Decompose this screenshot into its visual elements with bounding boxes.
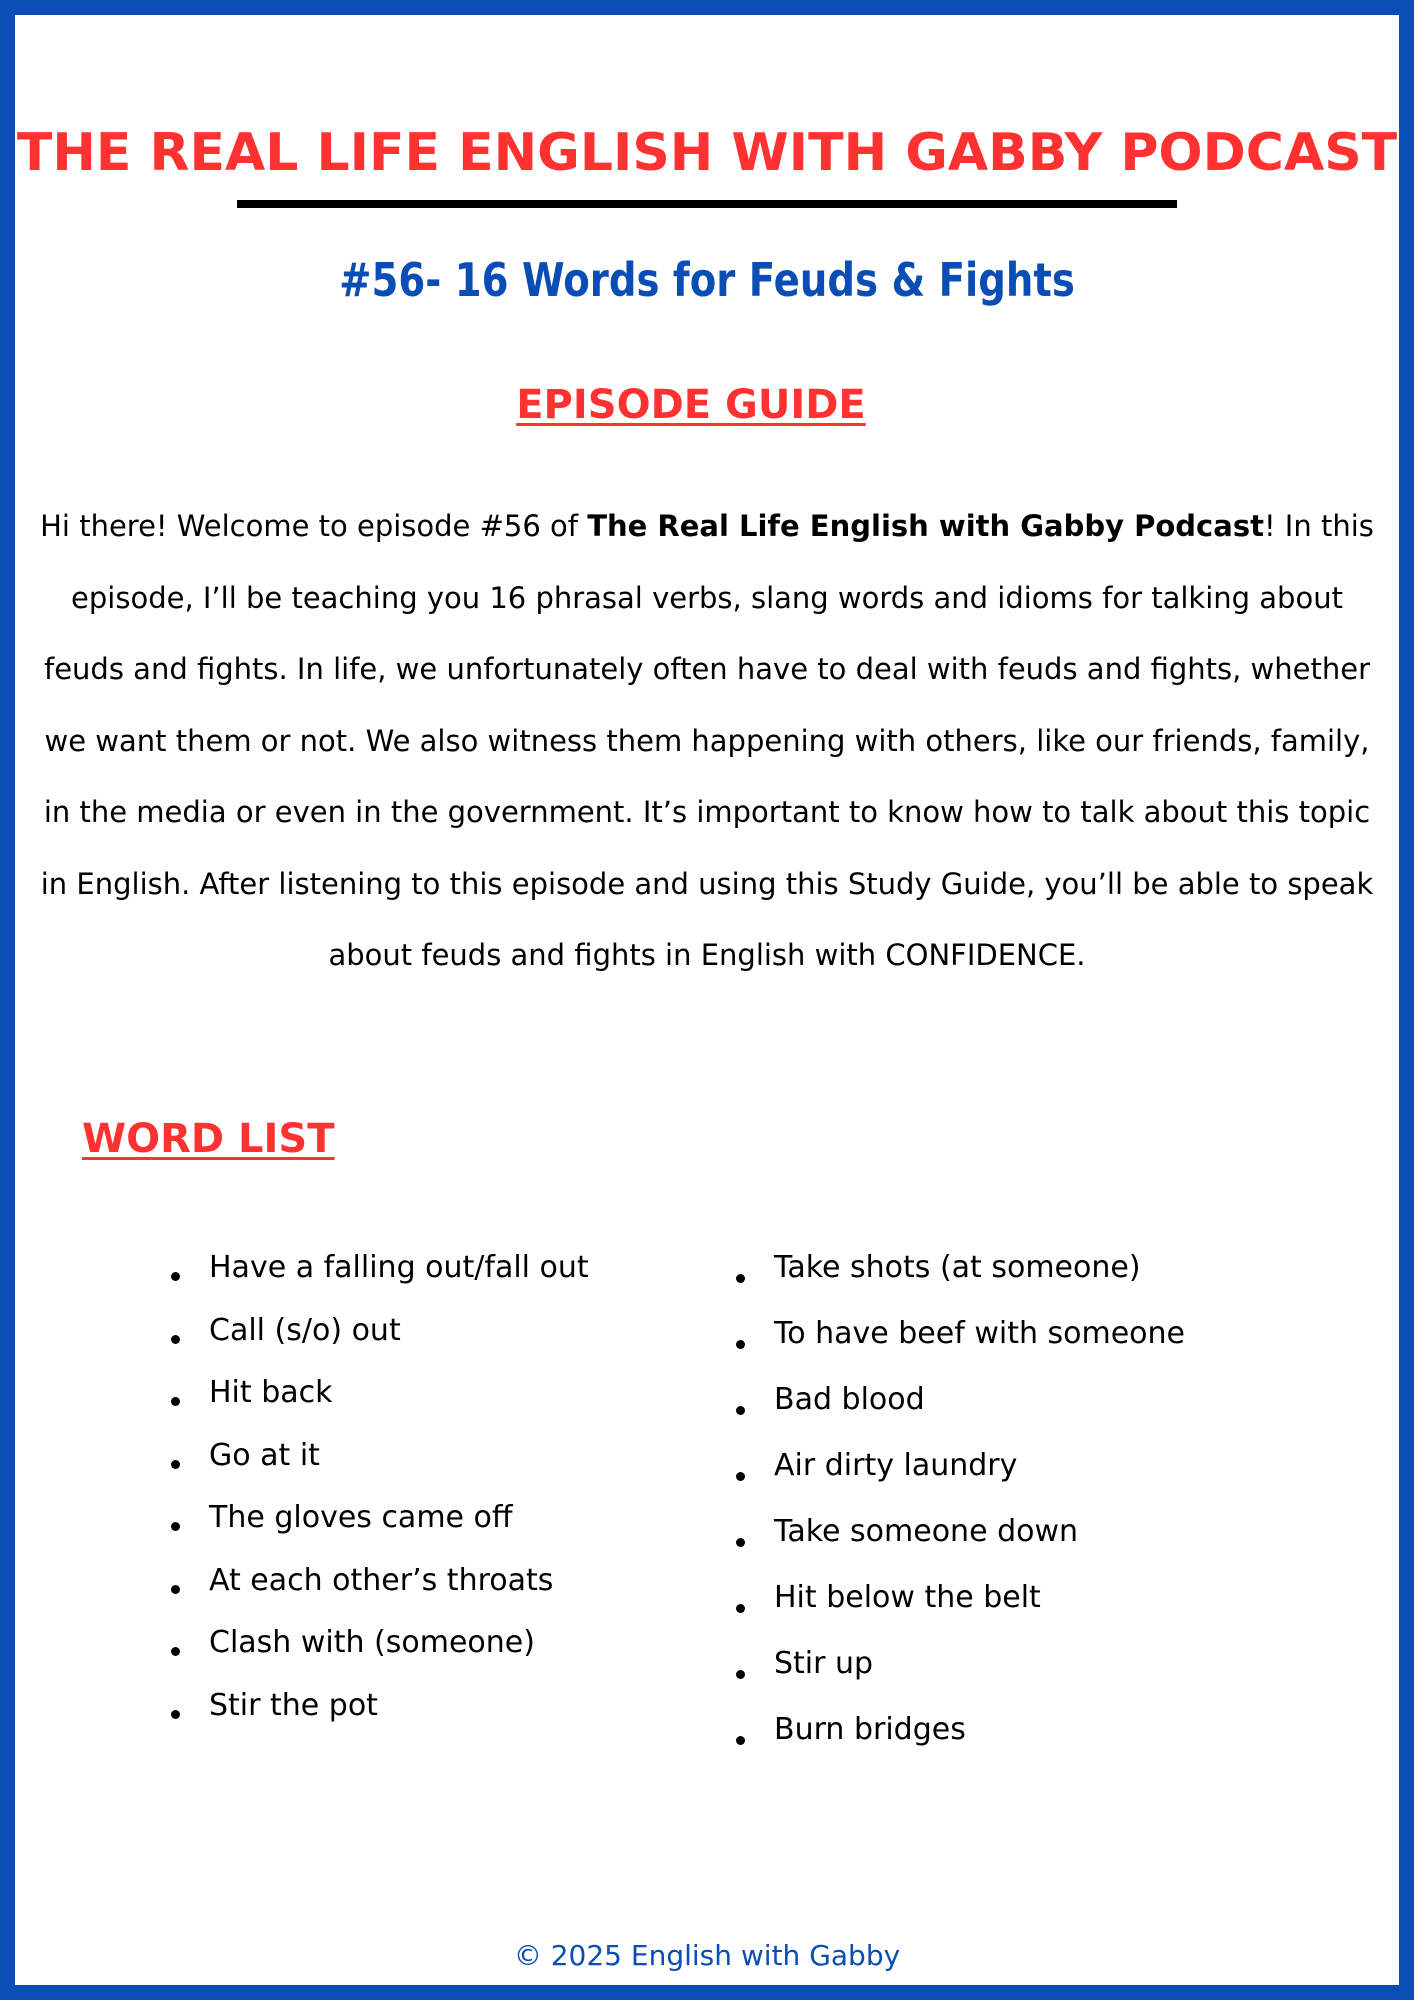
- word-list-heading: WORD LIST: [82, 1116, 335, 1162]
- word-list-item: Stir the pot: [171, 1683, 589, 1746]
- word-list-item: Go at it: [171, 1433, 589, 1496]
- word-list-item: Take someone down: [736, 1509, 1185, 1575]
- word-list-item: The gloves came off: [171, 1495, 589, 1558]
- word-list-item: Bad blood: [736, 1377, 1185, 1443]
- intro-text-end: ! In this episode, I’ll be teaching you 16 phrasal verbs, slang words and idioms for talking about feuds and fights. In life, we unfortunately often have to deal with feuds and fights, whether we want them or not. We also witness them happening with others, like our friends, family, in the media or even in the government. It’s important to know how to talk about this topic in English. After listening to this episode and using this Study Guide, you’ll be able to speak about feuds and fights in English with CONFIDENCE.: [40, 509, 1374, 972]
- episode-guide-heading: EPISODE GUIDE: [516, 382, 866, 428]
- podcast-title: THE REAL LIFE ENGLISH WITH GABBY PODCAST: [16, 123, 1398, 183]
- word-list-item: Air dirty laundry: [736, 1443, 1185, 1509]
- word-list-left-column: [171, 1245, 589, 1745]
- intro-paragraph: [40, 491, 1374, 992]
- word-list-right-column: [736, 1245, 1185, 1773]
- intro-text-start: Hi there! Welcome to episode #56 of: [40, 509, 588, 543]
- word-list-item: Burn bridges: [736, 1707, 1185, 1773]
- word-list-item: Stir up: [736, 1641, 1185, 1707]
- title-divider: [237, 200, 1177, 208]
- word-list-item: Clash with (someone): [171, 1620, 589, 1683]
- episode-title: #56- 16 Words for Feuds & Fights: [339, 253, 1075, 307]
- word-list-item: Call (s/o) out: [171, 1308, 589, 1371]
- word-list-item: Hit back: [171, 1370, 589, 1433]
- copyright-footer: © 2025 English with Gabby: [513, 1939, 901, 1972]
- word-list-item: Have a falling out/fall out: [171, 1245, 589, 1308]
- word-list-item: To have beef with someone: [736, 1311, 1185, 1377]
- word-list-item: At each other’s throats: [171, 1558, 589, 1621]
- intro-podcast-name: The Real Life English with Gabby Podcast: [587, 509, 1264, 543]
- word-list-item: Hit below the belt: [736, 1575, 1185, 1641]
- word-list-item: Take shots (at someone): [736, 1245, 1185, 1311]
